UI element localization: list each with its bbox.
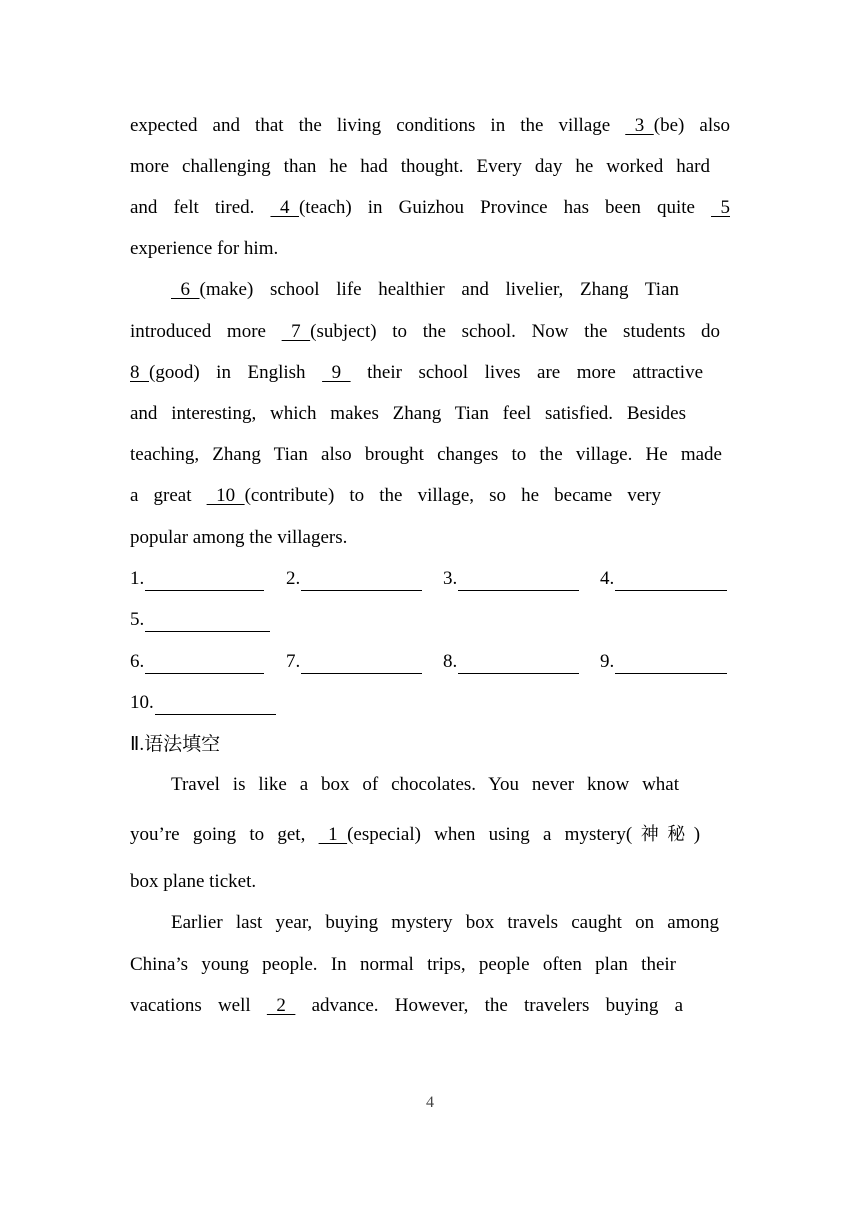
answer-7[interactable]: 7. (286, 650, 422, 674)
text: (good) in English (149, 362, 323, 383)
passage-line (130, 196, 730, 220)
answer-row (130, 691, 730, 715)
text: (subject) to the school. Now the students do (310, 321, 720, 342)
passage-line (171, 278, 679, 302)
passage-line (130, 320, 720, 344)
text-cjk: 神秘 (632, 824, 694, 845)
passage-line: popular among the villagers. (130, 527, 348, 548)
passage-line: experience for him. (130, 238, 279, 259)
answer-6[interactable]: 6. (130, 650, 264, 674)
blank-1[interactable]: 1 (318, 824, 348, 845)
passage-line: teaching, Zhang Tian also brought changes to the village. He made (130, 444, 722, 465)
blank-10[interactable]: 10 (206, 485, 245, 506)
section-heading (130, 732, 220, 757)
blank-4[interactable]: 4 (270, 197, 299, 218)
page-number: 4 (426, 1094, 434, 1111)
answer-1[interactable]: 1. (130, 567, 264, 591)
blank-6[interactable]: 6 (171, 279, 200, 300)
answer-row (130, 608, 730, 632)
passage-line: Travel is like a box of chocolates. You never know what (171, 774, 679, 795)
blank-3[interactable]: 3 (625, 115, 654, 136)
text: (contribute) to the village, so he became very (244, 485, 661, 506)
answer-4[interactable]: 4. (600, 567, 727, 591)
answer-row (130, 567, 730, 591)
answer-3[interactable]: 3. (443, 567, 579, 591)
blank-5[interactable]: 5 (711, 197, 730, 218)
blank-8[interactable]: 8 (130, 362, 149, 383)
answer-row (130, 650, 730, 674)
blank-2[interactable]: 2 (266, 995, 296, 1016)
answer-2[interactable]: 2. (286, 567, 422, 591)
text: a great (130, 485, 207, 506)
text: their school lives are more attractive (350, 362, 703, 383)
passage-line (130, 823, 700, 847)
text: advance. However, the travelers buying a (295, 995, 683, 1016)
text: and felt tired. (130, 197, 271, 218)
text: (teach) in Guizhou Province has been quite (298, 197, 712, 218)
section-numeral: Ⅱ. (130, 734, 145, 755)
passage-line (130, 484, 661, 508)
text: ) (693, 824, 700, 845)
blank-9[interactable]: 9 (322, 362, 351, 383)
passage-line (130, 994, 683, 1018)
text: vacations well (130, 995, 267, 1016)
passage-line (130, 361, 703, 385)
answer-8[interactable]: 8. (443, 650, 579, 674)
passage-line: and interesting, which makes Zhang Tian feel satisfied. Besides (130, 403, 686, 424)
blank-7[interactable]: 7 (281, 321, 311, 342)
answer-9[interactable]: 9. (600, 650, 727, 674)
text: you’re going to get, (130, 824, 319, 845)
text: introduced more (130, 321, 282, 342)
passage-line: China’s young people. In normal trips, people often plan their (130, 954, 676, 975)
passage-line (130, 114, 730, 138)
answer-5[interactable]: 5. (130, 608, 270, 632)
text: (especial) when using a mystery( (347, 824, 633, 845)
passage-line: Earlier last year, buying mystery box travels caught on among (171, 912, 719, 933)
text: (be) also (653, 115, 730, 136)
passage-line: box plane ticket. (130, 871, 257, 892)
answer-10[interactable]: 10. (130, 691, 276, 715)
section-title: 语法填空 (144, 733, 221, 755)
text: (make) school life healthier and livelier, Zhang Tian (199, 279, 679, 300)
passage-line: more challenging than he had thought. Every day he worked hard (130, 156, 710, 177)
text: expected and that the living conditions in the village (130, 115, 626, 136)
